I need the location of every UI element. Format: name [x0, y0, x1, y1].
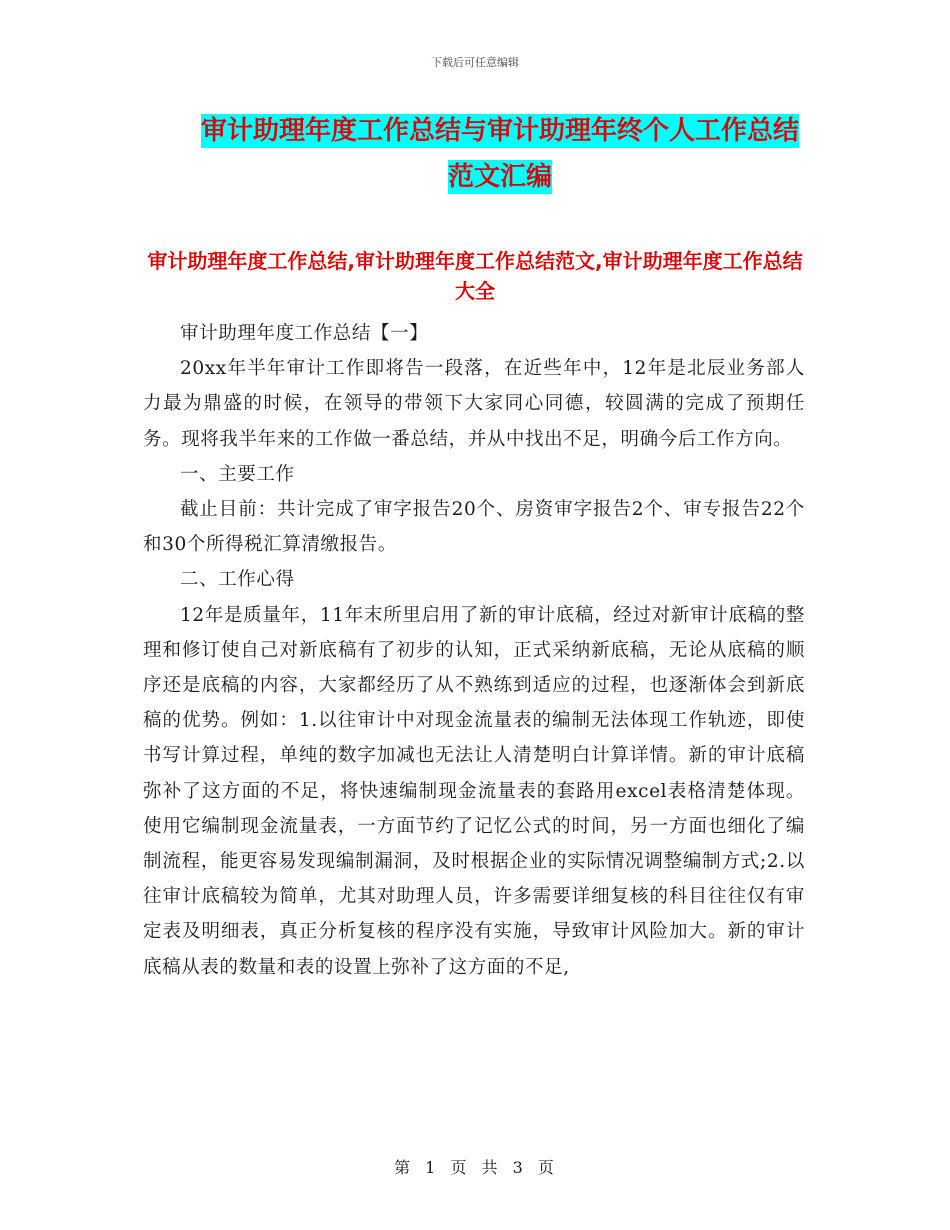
section-heading-main-work: 一、主要工作 — [180, 463, 295, 485]
paragraph: 截止目前：共计完成了审字报告20个、房资审字报告2个、审专报告22个和30个所得税汇算清缴报告。 — [143, 499, 805, 556]
page-footer: 第 1 页 共 3 页 — [394, 1158, 556, 1177]
section-heading-work-experience: 二、工作心得 — [180, 569, 295, 591]
paragraph: 12年是质量年，11年末所里启用了新的审计底稿，经过对新审计底稿的整理和修订使自己对新底稿有了初步的认知，正式采纳新底稿，无论从底稿的顺序还是底稿的内容，大家都经历了从不熟练到适应的过程，也逐渐体会到新底稿的优势。例如：1.以往审计中对现金流量表的编制无法体现工作轨迹，即使书写计算过程，单纯的数字加减也无法让人清楚明白计算详情。新的审计底稿弥补了这方面的不足，将快速编制现金流量表的套路用excel表格清楚体现。使用它编制现金流量表，一方面节约了记忆公式的时间，另一方面也细化了编制流程，能更容易发现编制漏洞，及时根据企业的实际情况调整编制方式;2.以往审计底稿较为简单，尤其对助理人员，许多需要详细复核的科目往往仅有审定表及明细表，真正分析复核的程序没有实施，导致审计风险加大。新的审计底稿从表的数量和表的设置上弥补了这方面的不足, — [143, 604, 805, 978]
document-title — [190, 108, 810, 200]
section-heading-1: 审计助理年度工作总结【一】 — [180, 323, 429, 344]
header-note: 下载后可任意编辑 — [431, 56, 519, 69]
document-subtitle: 审计助理年度工作总结,审计助理年度工作总结范文,审计助理年度工作总结大全 — [147, 249, 803, 303]
paragraph: 20xx年半年审计工作即将告一段落，在近些年中，12年是北辰业务部人力最为鼎盛的时候，在领导的带领下大家同心同德，较圆满的完成了预期任务。现将我半年来的工作做一番总结，并从中找出不足，明确今后工作方向。 — [143, 358, 805, 450]
document-title-text: 审计助理年度工作总结与审计助理年终个人工作总结范文汇编 — [200, 116, 799, 192]
document-body — [143, 316, 805, 985]
